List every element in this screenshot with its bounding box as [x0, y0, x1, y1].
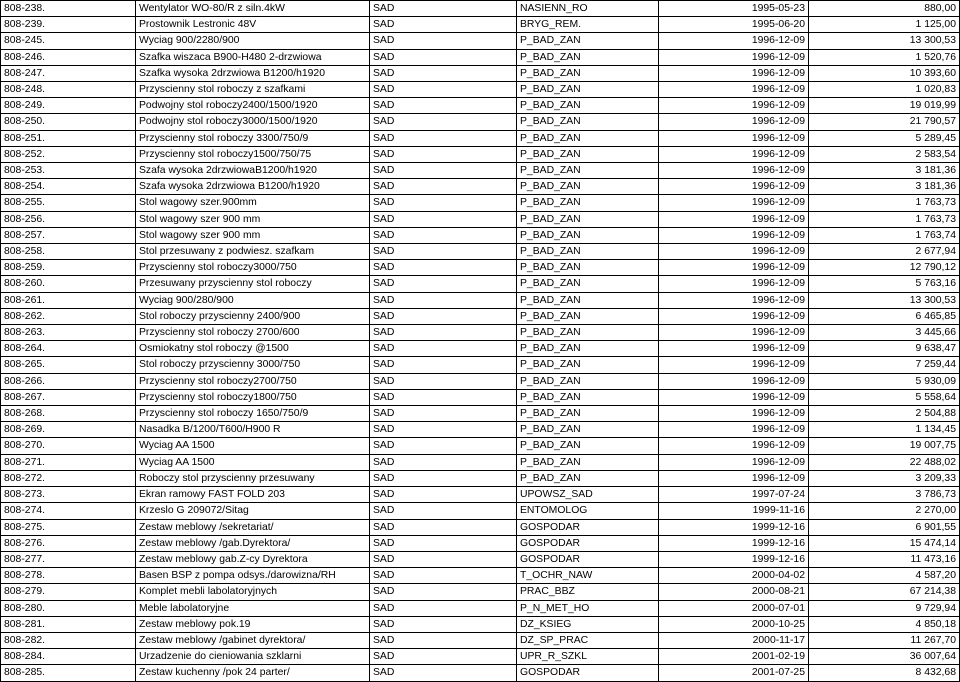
cell-item-name: Stol wagowy szer.900mm: [136, 195, 370, 211]
cell-date: 1996-12-09: [659, 357, 809, 373]
cell-value: 1 520,76: [809, 49, 960, 65]
cell-date: 1996-12-09: [659, 373, 809, 389]
cell-item-name: Wyciag AA 1500: [136, 454, 370, 470]
cell-value: 5 763,16: [809, 276, 960, 292]
cell-date: 1996-12-09: [659, 325, 809, 341]
cell-location: P_BAD_ZAN: [517, 211, 659, 227]
table-row: [1, 438, 960, 454]
cell-location: P_BAD_ZAN: [517, 276, 659, 292]
cell-location: P_BAD_ZAN: [517, 49, 659, 65]
cell-location: P_BAD_ZAN: [517, 33, 659, 49]
cell-location: P_BAD_ZAN: [517, 438, 659, 454]
cell-item-name: Wyciag 900/280/900: [136, 292, 370, 308]
cell-date: 1995-06-20: [659, 17, 809, 33]
cell-type: SAD: [370, 551, 517, 567]
cell-date: 1996-12-09: [659, 308, 809, 324]
cell-value: 1 763,73: [809, 195, 960, 211]
cell-value: 9 638,47: [809, 341, 960, 357]
table-row: [1, 292, 960, 308]
cell-value: 3 786,73: [809, 487, 960, 503]
cell-item-name: Przyscienny stol roboczy1800/750: [136, 389, 370, 405]
cell-date: 1996-12-09: [659, 98, 809, 114]
cell-value: 22 488,02: [809, 454, 960, 470]
cell-item-name: Wyciag AA 1500: [136, 438, 370, 454]
cell-value: 5 289,45: [809, 130, 960, 146]
table-row: [1, 487, 960, 503]
cell-item-name: Stol przesuwany z podwiesz. szafkam: [136, 244, 370, 260]
table-row: [1, 454, 960, 470]
cell-location: P_BAD_ZAN: [517, 389, 659, 405]
cell-item-name: Przyscienny stol roboczy 2700/600: [136, 325, 370, 341]
table-row: [1, 130, 960, 146]
cell-location: P_N_MET_HO: [517, 600, 659, 616]
cell-date: 1996-12-09: [659, 49, 809, 65]
cell-value: 36 007,64: [809, 649, 960, 665]
cell-location: NASIENN_RO: [517, 1, 659, 17]
cell-date: 1996-12-09: [659, 292, 809, 308]
cell-date: 1996-12-09: [659, 227, 809, 243]
cell-location: P_BAD_ZAN: [517, 163, 659, 179]
cell-location: PRAC_BBZ: [517, 584, 659, 600]
cell-type: SAD: [370, 438, 517, 454]
cell-item-name: Stol roboczy przyscienny 3000/750: [136, 357, 370, 373]
cell-location: ENTOMOLOG: [517, 503, 659, 519]
table-row: [1, 616, 960, 632]
cell-date: 1996-12-09: [659, 130, 809, 146]
cell-value: 1 763,74: [809, 227, 960, 243]
cell-location: P_BAD_ZAN: [517, 227, 659, 243]
cell-value: 4 587,20: [809, 568, 960, 584]
table-row: [1, 600, 960, 616]
table-row: [1, 260, 960, 276]
cell-inventory-number: 808-275.: [1, 519, 136, 535]
cell-date: 1995-05-23: [659, 1, 809, 17]
cell-inventory-number: 808-251.: [1, 130, 136, 146]
cell-inventory-number: 808-264.: [1, 341, 136, 357]
cell-type: SAD: [370, 114, 517, 130]
cell-location: P_BAD_ZAN: [517, 373, 659, 389]
cell-inventory-number: 808-238.: [1, 1, 136, 17]
table-row: [1, 33, 960, 49]
cell-item-name: Szafa wysoka 2drzwiowa B1200/h1920: [136, 179, 370, 195]
cell-location: P_BAD_ZAN: [517, 357, 659, 373]
cell-type: SAD: [370, 535, 517, 551]
table-row: [1, 82, 960, 98]
cell-item-name: Podwojny stol roboczy3000/1500/1920: [136, 114, 370, 130]
cell-value: 2 677,94: [809, 244, 960, 260]
table-row: [1, 308, 960, 324]
cell-type: SAD: [370, 616, 517, 632]
table-row: [1, 470, 960, 486]
cell-location: P_BAD_ZAN: [517, 179, 659, 195]
cell-date: 1999-12-16: [659, 551, 809, 567]
cell-inventory-number: 808-245.: [1, 33, 136, 49]
cell-type: SAD: [370, 244, 517, 260]
cell-type: SAD: [370, 389, 517, 405]
cell-inventory-number: 808-262.: [1, 308, 136, 324]
cell-inventory-number: 808-279.: [1, 584, 136, 600]
table-row: [1, 665, 960, 681]
cell-location: P_BAD_ZAN: [517, 260, 659, 276]
cell-type: SAD: [370, 584, 517, 600]
cell-value: 8 432,68: [809, 665, 960, 681]
cell-value: 11 473,16: [809, 551, 960, 567]
cell-location: UPR_R_SZKL: [517, 649, 659, 665]
cell-date: 1996-12-09: [659, 389, 809, 405]
cell-inventory-number: 808-272.: [1, 470, 136, 486]
table-row: [1, 244, 960, 260]
cell-type: SAD: [370, 649, 517, 665]
cell-inventory-number: 808-282.: [1, 632, 136, 648]
cell-date: 2000-07-01: [659, 600, 809, 616]
cell-inventory-number: 808-277.: [1, 551, 136, 567]
cell-inventory-number: 808-249.: [1, 98, 136, 114]
cell-location: GOSPODAR: [517, 665, 659, 681]
cell-inventory-number: 808-280.: [1, 600, 136, 616]
cell-date: 1996-12-09: [659, 422, 809, 438]
cell-type: SAD: [370, 82, 517, 98]
cell-inventory-number: 808-284.: [1, 649, 136, 665]
cell-location: P_BAD_ZAN: [517, 325, 659, 341]
cell-type: SAD: [370, 17, 517, 33]
cell-inventory-number: 808-260.: [1, 276, 136, 292]
cell-inventory-number: 808-261.: [1, 292, 136, 308]
cell-value: 3 181,36: [809, 163, 960, 179]
cell-location: P_BAD_ZAN: [517, 98, 659, 114]
cell-location: P_BAD_ZAN: [517, 146, 659, 162]
cell-inventory-number: 808-268.: [1, 406, 136, 422]
cell-type: SAD: [370, 422, 517, 438]
table-row: [1, 195, 960, 211]
cell-date: 2001-02-19: [659, 649, 809, 665]
cell-item-name: Zestaw kuchenny /pok 24 parter/: [136, 665, 370, 681]
cell-item-name: Basen BSP z pompa odsys./darowizna/RH: [136, 568, 370, 584]
cell-date: 2000-08-21: [659, 584, 809, 600]
cell-item-name: Wyciag 900/2280/900: [136, 33, 370, 49]
cell-item-name: Roboczy stol przyscienny przesuwany: [136, 470, 370, 486]
cell-item-name: Podwojny stol roboczy2400/1500/1920: [136, 98, 370, 114]
cell-item-name: Przyscienny stol roboczy 3300/750/9: [136, 130, 370, 146]
cell-inventory-number: 808-259.: [1, 260, 136, 276]
cell-inventory-number: 808-250.: [1, 114, 136, 130]
cell-value: 12 790,12: [809, 260, 960, 276]
cell-item-name: Przyscienny stol roboczy z szafkami: [136, 82, 370, 98]
cell-type: SAD: [370, 33, 517, 49]
cell-date: 1996-12-09: [659, 211, 809, 227]
cell-date: 2000-04-02: [659, 568, 809, 584]
cell-type: SAD: [370, 665, 517, 681]
table-row: [1, 503, 960, 519]
cell-type: SAD: [370, 292, 517, 308]
cell-inventory-number: 808-274.: [1, 503, 136, 519]
cell-inventory-number: 808-246.: [1, 49, 136, 65]
cell-inventory-number: 808-256.: [1, 211, 136, 227]
cell-value: 5 558,64: [809, 389, 960, 405]
cell-type: SAD: [370, 65, 517, 81]
cell-location: P_BAD_ZAN: [517, 195, 659, 211]
cell-inventory-number: 808-265.: [1, 357, 136, 373]
cell-item-name: Przesuwany przyscienny stol roboczy: [136, 276, 370, 292]
cell-value: 19 019,99: [809, 98, 960, 114]
cell-location: GOSPODAR: [517, 535, 659, 551]
cell-item-name: Przyscienny stol roboczy1500/750/75: [136, 146, 370, 162]
table-row: [1, 114, 960, 130]
cell-date: 1996-12-09: [659, 33, 809, 49]
cell-location: P_BAD_ZAN: [517, 292, 659, 308]
cell-type: SAD: [370, 406, 517, 422]
cell-value: 2 504,88: [809, 406, 960, 422]
cell-item-name: Wentylator WO-80/R z siln.4kW: [136, 1, 370, 17]
table-row: [1, 551, 960, 567]
table-row: [1, 341, 960, 357]
cell-location: GOSPODAR: [517, 551, 659, 567]
table-row: [1, 373, 960, 389]
cell-type: SAD: [370, 130, 517, 146]
table-row: [1, 535, 960, 551]
cell-inventory-number: 808-285.: [1, 665, 136, 681]
cell-location: T_OCHR_NAW: [517, 568, 659, 584]
cell-inventory-number: 808-247.: [1, 65, 136, 81]
cell-type: SAD: [370, 49, 517, 65]
cell-inventory-number: 808-273.: [1, 487, 136, 503]
cell-type: SAD: [370, 195, 517, 211]
table-row: [1, 519, 960, 535]
cell-type: SAD: [370, 260, 517, 276]
cell-date: 1996-12-09: [659, 260, 809, 276]
cell-inventory-number: 808-269.: [1, 422, 136, 438]
table-row: [1, 227, 960, 243]
cell-location: P_BAD_ZAN: [517, 82, 659, 98]
cell-item-name: Szafa wysoka 2drzwiowaB1200/h1920: [136, 163, 370, 179]
cell-location: P_BAD_ZAN: [517, 406, 659, 422]
cell-item-name: Zestaw meblowy gab.Z-cy Dyrektora: [136, 551, 370, 567]
cell-item-name: Zestaw meblowy /sekretariat/: [136, 519, 370, 535]
cell-value: 21 790,57: [809, 114, 960, 130]
cell-type: SAD: [370, 98, 517, 114]
table-row: [1, 1, 960, 17]
cell-location: P_BAD_ZAN: [517, 130, 659, 146]
cell-item-name: Zestaw meblowy /gab.Dyrektora/: [136, 535, 370, 551]
cell-type: SAD: [370, 600, 517, 616]
cell-date: 1996-12-09: [659, 195, 809, 211]
cell-location: UPOWSZ_SAD: [517, 487, 659, 503]
cell-inventory-number: 808-253.: [1, 163, 136, 179]
cell-date: 1999-11-16: [659, 503, 809, 519]
cell-date: 1996-12-09: [659, 65, 809, 81]
cell-inventory-number: 808-239.: [1, 17, 136, 33]
table-row: [1, 568, 960, 584]
cell-inventory-number: 808-257.: [1, 227, 136, 243]
cell-inventory-number: 808-276.: [1, 535, 136, 551]
cell-inventory-number: 808-248.: [1, 82, 136, 98]
cell-location: P_BAD_ZAN: [517, 308, 659, 324]
cell-location: BRYG_REM.: [517, 17, 659, 33]
cell-date: 1996-12-09: [659, 146, 809, 162]
table-row: [1, 49, 960, 65]
cell-item-name: Urzadzenie do cieniowania szklarni: [136, 649, 370, 665]
table-row: [1, 276, 960, 292]
cell-type: SAD: [370, 519, 517, 535]
cell-location: DZ_KSIEG: [517, 616, 659, 632]
cell-item-name: Krzeslo G 209072/Sitag: [136, 503, 370, 519]
cell-value: 1 020,83: [809, 82, 960, 98]
cell-value: 880,00: [809, 1, 960, 17]
cell-item-name: Nasadka B/1200/T600/H900 R: [136, 422, 370, 438]
cell-date: 1996-12-09: [659, 114, 809, 130]
cell-type: SAD: [370, 487, 517, 503]
cell-value: 13 300,53: [809, 33, 960, 49]
cell-type: SAD: [370, 308, 517, 324]
cell-location: P_BAD_ZAN: [517, 341, 659, 357]
cell-value: 4 850,18: [809, 616, 960, 632]
cell-item-name: Przyscienny stol roboczy 1650/750/9: [136, 406, 370, 422]
cell-value: 6 901,55: [809, 519, 960, 535]
cell-type: SAD: [370, 146, 517, 162]
cell-type: SAD: [370, 325, 517, 341]
cell-item-name: Zestaw meblowy pok.19: [136, 616, 370, 632]
cell-item-name: Stol wagowy szer 900 mm: [136, 211, 370, 227]
table-row: [1, 146, 960, 162]
table-row: [1, 584, 960, 600]
table-row: [1, 65, 960, 81]
cell-date: 1996-12-09: [659, 276, 809, 292]
cell-type: SAD: [370, 179, 517, 195]
cell-location: GOSPODAR: [517, 519, 659, 535]
cell-inventory-number: 808-258.: [1, 244, 136, 260]
cell-value: 5 930,09: [809, 373, 960, 389]
cell-type: SAD: [370, 211, 517, 227]
table-row: [1, 211, 960, 227]
cell-date: 1996-12-09: [659, 179, 809, 195]
cell-date: 1999-12-16: [659, 535, 809, 551]
cell-item-name: Szafka wiszaca B900-H480 2-drzwiowa: [136, 49, 370, 65]
cell-date: 1997-07-24: [659, 487, 809, 503]
cell-type: SAD: [370, 276, 517, 292]
cell-item-name: Zestaw meblowy /gabinet dyrektora/: [136, 632, 370, 648]
cell-value: 3 209,33: [809, 470, 960, 486]
cell-inventory-number: 808-278.: [1, 568, 136, 584]
cell-type: SAD: [370, 632, 517, 648]
table-row: [1, 98, 960, 114]
cell-inventory-number: 808-271.: [1, 454, 136, 470]
cell-date: 2000-11-17: [659, 632, 809, 648]
cell-value: 1 125,00: [809, 17, 960, 33]
cell-inventory-number: 808-267.: [1, 389, 136, 405]
cell-item-name: Przyscienny stol roboczy3000/750: [136, 260, 370, 276]
cell-type: SAD: [370, 1, 517, 17]
cell-type: SAD: [370, 227, 517, 243]
inventory-table-body: [1, 1, 960, 682]
table-row: [1, 163, 960, 179]
cell-item-name: Meble labolatoryjne: [136, 600, 370, 616]
table-row: [1, 649, 960, 665]
cell-item-name: Szafka wysoka 2drzwiowa B1200/h1920: [136, 65, 370, 81]
cell-location: P_BAD_ZAN: [517, 470, 659, 486]
cell-inventory-number: 808-263.: [1, 325, 136, 341]
cell-location: P_BAD_ZAN: [517, 422, 659, 438]
cell-value: 19 007,75: [809, 438, 960, 454]
cell-value: 11 267,70: [809, 632, 960, 648]
table-row: [1, 389, 960, 405]
cell-date: 1996-12-09: [659, 82, 809, 98]
cell-value: 3 181,36: [809, 179, 960, 195]
cell-date: 1996-12-09: [659, 438, 809, 454]
cell-location: P_BAD_ZAN: [517, 454, 659, 470]
cell-inventory-number: 808-254.: [1, 179, 136, 195]
cell-value: 7 259,44: [809, 357, 960, 373]
cell-type: SAD: [370, 357, 517, 373]
cell-location: P_BAD_ZAN: [517, 65, 659, 81]
cell-date: 1996-12-09: [659, 406, 809, 422]
cell-item-name: Ekran ramowy FAST FOLD 203: [136, 487, 370, 503]
cell-location: P_BAD_ZAN: [517, 114, 659, 130]
cell-value: 3 445,66: [809, 325, 960, 341]
cell-item-name: Stol roboczy przyscienny 2400/900: [136, 308, 370, 324]
cell-location: DZ_SP_PRAC: [517, 632, 659, 648]
table-row: [1, 422, 960, 438]
cell-date: 1996-12-09: [659, 244, 809, 260]
cell-type: SAD: [370, 163, 517, 179]
cell-item-name: Osmiokatny stol roboczy @1500: [136, 341, 370, 357]
cell-item-name: Prostownik Lestronic 48V: [136, 17, 370, 33]
table-row: [1, 406, 960, 422]
cell-date: 2001-07-25: [659, 665, 809, 681]
cell-location: P_BAD_ZAN: [517, 244, 659, 260]
table-row: [1, 325, 960, 341]
cell-value: 13 300,53: [809, 292, 960, 308]
cell-value: 15 474,14: [809, 535, 960, 551]
cell-value: 10 393,60: [809, 65, 960, 81]
cell-type: SAD: [370, 341, 517, 357]
cell-inventory-number: 808-281.: [1, 616, 136, 632]
cell-date: 1996-12-09: [659, 470, 809, 486]
cell-inventory-number: 808-266.: [1, 373, 136, 389]
cell-value: 6 465,85: [809, 308, 960, 324]
table-row: [1, 17, 960, 33]
cell-value: 9 729,94: [809, 600, 960, 616]
cell-item-name: Stol wagowy szer 900 mm: [136, 227, 370, 243]
cell-type: SAD: [370, 454, 517, 470]
cell-inventory-number: 808-270.: [1, 438, 136, 454]
cell-value: 2 270,00: [809, 503, 960, 519]
cell-type: SAD: [370, 568, 517, 584]
cell-value: 1 134,45: [809, 422, 960, 438]
table-row: [1, 357, 960, 373]
cell-date: 1996-12-09: [659, 341, 809, 357]
cell-date: 1996-12-09: [659, 163, 809, 179]
cell-item-name: Przyscienny stol roboczy2700/750: [136, 373, 370, 389]
cell-value: 67 214,38: [809, 584, 960, 600]
table-row: [1, 179, 960, 195]
cell-value: 1 763,73: [809, 211, 960, 227]
cell-item-name: Komplet mebli labolatoryjnych: [136, 584, 370, 600]
cell-type: SAD: [370, 503, 517, 519]
cell-value: 2 583,54: [809, 146, 960, 162]
cell-date: 1996-12-09: [659, 454, 809, 470]
cell-inventory-number: 808-255.: [1, 195, 136, 211]
cell-date: 2000-10-25: [659, 616, 809, 632]
cell-inventory-number: 808-252.: [1, 146, 136, 162]
cell-date: 1999-12-16: [659, 519, 809, 535]
cell-type: SAD: [370, 470, 517, 486]
cell-type: SAD: [370, 373, 517, 389]
